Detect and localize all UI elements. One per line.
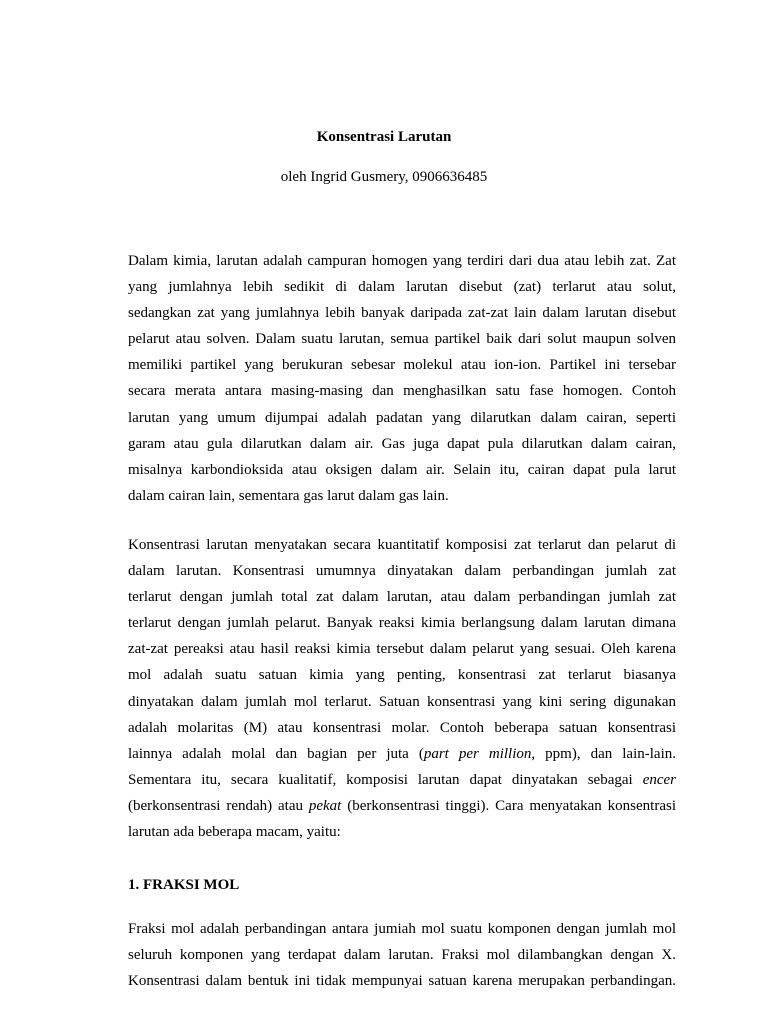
paragraph-line: seluruh komponen yang terdapat dalam larutan. Fraksi mol dilambangkan dengan X.: [128, 947, 676, 964]
paragraph-line: Konsentrasi larutan menyatakan secara kuantitatif komposisi zat terlarut dan pelarut di: [128, 537, 676, 553]
paragraph-line: dinyatakan dalam jumlah mol terlarut. Satuan konsentrasi yang kini sering digunakan: [128, 693, 676, 710]
line-text: (berkonsentrasi rendah) atau: [128, 797, 309, 814]
paragraph-mole-fraction: [128, 916, 676, 994]
section-heading: 1. FRAKSI MOL: [128, 877, 240, 893]
paragraph-line: larutan ada beberapa macam, yaitu:: [128, 824, 341, 841]
paragraph-line: yang jumlahnya lebih sedikit di dalam larutan disebut (zat) terlarut atau solut,: [128, 279, 676, 296]
paragraph-line: memiliki partikel yang berukuran sebesar molekul atau ion-ion. Partikel ini tersebar: [128, 357, 676, 374]
paragraph-line: misalnya karbondioksida atau oksigen dalam air. Selain itu, cairan dapat pula larut: [128, 461, 676, 478]
paragraph-line: adalah molaritas (M) atau konsentrasi molar. Contoh beberapa satuan konsentrasi: [128, 719, 676, 736]
paragraph-line: Fraksi mol adalah perbandingan antara jumiah mol suatu komponen dengan jumlah mol: [128, 921, 676, 937]
paragraph-line: terlarut dengan jumlah pelarut. Banyak reaksi kimia berlangsung dalam larutan dimana: [128, 615, 676, 632]
line-text: , ppm), dan lain-lain.: [531, 745, 676, 762]
italic-term: part per million: [423, 745, 532, 762]
paragraph-line: [128, 741, 676, 767]
paragraph-line: dalam cairan lain, sementara gas larut dalam gas lain.: [128, 487, 449, 504]
paragraph-line: [128, 767, 676, 793]
paragraph-line: Konsentrasi dalam bentuk ini tidak mempunyai satuan karena merupakan perbandingan.: [128, 973, 676, 990]
paragraph-line: dalam larutan. Konsentrasi umumnya dinyatakan dalam perbandingan jumlah zat: [128, 563, 676, 580]
paragraph-line: secara merata antara masing-masing dan menghasilkan satu fase homogen. Contoh: [128, 383, 676, 400]
paragraph-line: garam atau gula dilarutkan dalam air. Gas juga dapat pula dilarutkan dalam cairan,: [128, 435, 676, 452]
paragraph-line: Dalam kimia, larutan adalah campuran homogen yang terdiri dari dua atau lebih zat. Zat: [128, 253, 676, 269]
paragraph-concentration: [128, 532, 676, 845]
italic-term: encer: [642, 771, 676, 788]
paragraph-line: pelarut atau solven. Dalam suatu larutan, semua partikel baik dari solut maupun solven: [128, 331, 676, 348]
document-title: Konsentrasi Larutan: [316, 129, 452, 145]
line-text: lainnya adalah molal dan bagian per juta (: [128, 745, 424, 762]
paragraph-line: terlarut dengan jumlah total zat dalam larutan, atau dalam perbandingan jumlah zat: [128, 589, 676, 606]
paragraph-line: [128, 793, 676, 819]
document-author: oleh Ingrid Gusmery, 0906636485: [280, 169, 488, 185]
line-text: Sementara itu, secara kualitatif, komposisi larutan dapat dinyatakan sebagai: [128, 771, 643, 788]
paragraph-line: mol adalah suatu satuan kimia yang penting, konsentrasi zat terlarut biasanya: [128, 667, 676, 684]
italic-term: pekat: [308, 797, 342, 814]
paragraph-line: zat-zat pereaksi atau hasil reaksi kimia tersebut dalam pelarut yang sesuai. Oleh karena: [128, 641, 676, 658]
paragraph-line: sedangkan zat yang jumlahnya lebih banyak daripada zat-zat lain dalam larutan disebut: [128, 305, 676, 322]
line-text: (berkonsentrasi tinggi). Cara menyatakan konsentrasi: [341, 797, 676, 814]
paragraph-intro: [128, 248, 676, 509]
paragraph-line: larutan yang umum dijumpai adalah padatan yang dilarutkan dalam cairan, seperti: [128, 409, 676, 426]
